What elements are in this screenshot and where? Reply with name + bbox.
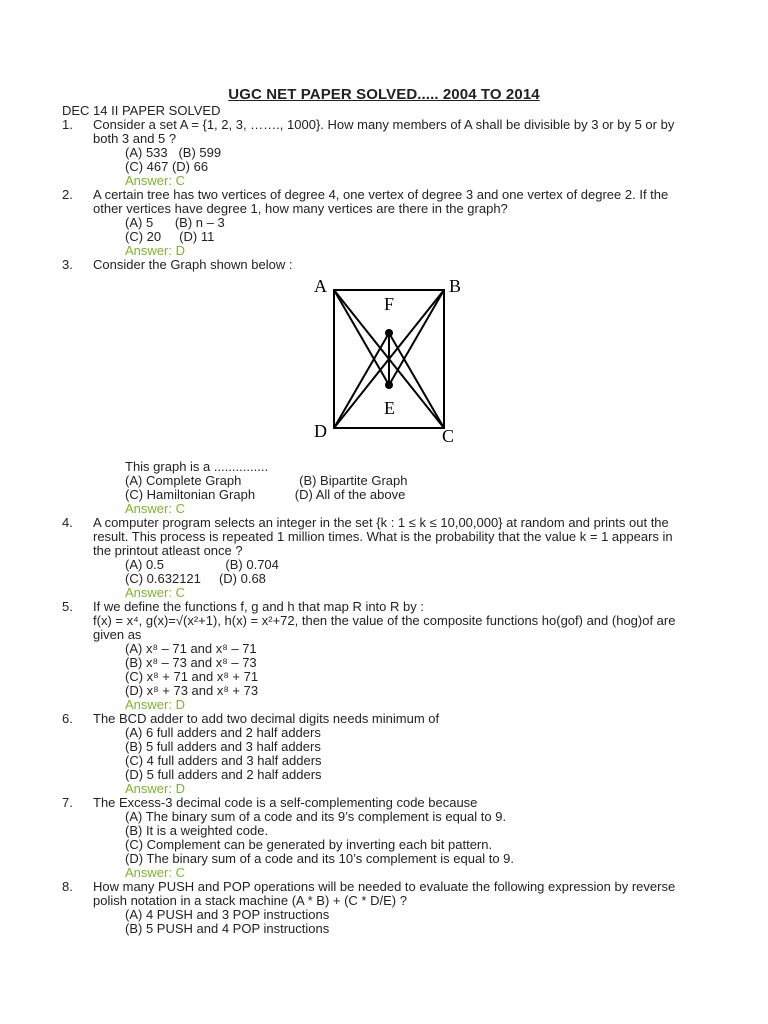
question-number: 1. [62,117,73,132]
question-number: 6. [62,711,73,726]
vertex-label-c: C [442,426,455,444]
graph-vertex-f [385,329,393,337]
option-line: (A) The binary sum of a code and its 9’s complement is equal to 9. [125,809,507,824]
option-line: (D) 5 full adders and 2 half adders [125,767,322,782]
paper-subtitle: DEC 14 II PAPER SOLVED [62,103,221,118]
answer-text: Answer: C [125,585,185,600]
question-3 [62,258,682,516]
option-line: (C) 467 (D) 66 [125,159,209,174]
question-7 [62,796,682,880]
option-line: (A) 5 (B) n – 3 [125,215,225,230]
option-line: (D) x⁸ + 73 and x⁸ + 73 [125,683,259,698]
option-line: (B) 5 PUSH and 4 POP instructions [125,921,330,936]
question-text: Consider the Graph shown below : [93,257,293,272]
vertex-label-e: E [384,398,395,418]
question-number: 2. [62,187,73,202]
question-4 [62,516,682,600]
option-line: (C) 20 (D) 11 [125,229,215,244]
question-text: How many PUSH and POP operations will be needed to evaluate the following expression by reverse polish notation in a stack machine (A * B) + (C * D/E) ? [93,879,676,908]
answer-text: Answer: C [125,501,185,516]
question-list [62,118,682,936]
question-number: 8. [62,879,73,894]
graph-edge-d-f [334,333,389,428]
option-line: (C) 4 full adders and 3 half adders [125,753,322,768]
option-line: This graph is a ............... [125,459,269,474]
vertex-label-d: D [314,421,327,441]
question-1 [62,118,682,188]
option-line: (C) Hamiltonian Graph (D) All of the above [125,487,406,502]
option-line: (A) 533 (B) 599 [125,145,222,160]
option-line: (C) 0.632121 (D) 0.68 [125,571,266,586]
vertex-label-f: F [384,294,395,314]
answer-text: Answer: D [125,697,185,712]
question-2 [62,188,682,258]
question-8 [62,880,682,936]
graph-diagram [312,278,462,444]
question-text: The BCD adder to add two decimal digits needs minimum of [93,711,440,726]
question-number: 5. [62,599,73,614]
answer-text: Answer: C [125,865,185,880]
option-line: (B) x⁸ – 73 and x⁸ – 73 [125,655,257,670]
graph-vertex-e [385,381,393,389]
option-line: (B) 5 full adders and 3 half adders [125,739,321,754]
option-line: (B) It is a weighted code. [125,823,269,838]
question-6 [62,712,682,796]
option-line: (A) 4 PUSH and 3 POP instructions [125,907,330,922]
question-text: A computer program selects an integer in the set {k : 1 ≤ k ≤ 10,00,000} at random and prints out the result. This process is repeated 1 million times. What is the probability that the value k = 1 appears in the printout atleast once ? [93,515,673,558]
question-5 [62,600,682,712]
option-line: (C) Complement can be generated by inverting each bit pattern. [125,837,493,852]
question-text: If we define the functions f, g and h that map R into R by : [93,599,424,614]
page-title: UGC NET PAPER SOLVED..... 2004 TO 2014 [228,86,540,103]
answer-text: Answer: D [125,243,185,258]
option-line: (A) 0.5 (B) 0.704 [125,557,279,572]
graph-figure [62,272,682,460]
question-number: 3. [62,257,73,272]
question-number: 7. [62,795,73,810]
answer-text: Answer: C [125,173,185,188]
graph-edge-b-e [389,290,444,385]
option-line: (A) Complete Graph (B) Bipartite Graph [125,473,408,488]
graph-edge-c-f [389,333,444,428]
option-line: (C) x⁸ + 71 and x⁸ + 71 [125,669,259,684]
answer-text: Answer: D [125,781,185,796]
question-text: The Excess-3 decimal code is a self-complementing code because [93,795,478,810]
function-definitions: f(x) = x⁴, g(x)=√(x²+1), h(x) = x²+72, then the value of the composite functions ho(gof) and (hog)of are given as [93,613,676,642]
question-text: A certain tree has two vertices of degree 4, one vertex of degree 3 and one vertex of degree 2. If the other vertices have degree 1, how many vertices are there in the graph? [93,187,669,216]
option-line: (A) x⁸ – 71 and x⁸ – 71 [125,641,257,656]
option-line: (A) 6 full adders and 2 half adders [125,725,321,740]
option-line: (D) The binary sum of a code and its 10’s complement is equal to 9. [125,851,514,866]
vertex-label-b: B [449,278,462,296]
vertex-label-a: A [314,278,327,296]
graph-edge-a-e [334,290,389,385]
question-text: Consider a set A = {1, 2, 3, ……., 1000}. How many members of A shall be divisible by 3 or by 5 or by both 3 and 5 ? [93,117,675,146]
question-number: 4. [62,515,73,530]
